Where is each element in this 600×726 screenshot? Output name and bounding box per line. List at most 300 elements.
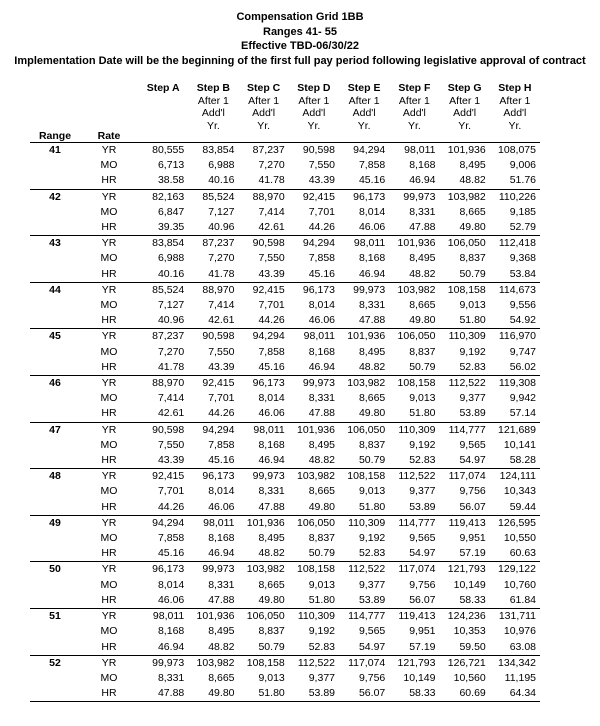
value-cell: 96,173 bbox=[239, 376, 289, 392]
value-cell: 49.80 bbox=[289, 500, 339, 516]
value-cell: 94,294 bbox=[188, 422, 238, 438]
value-cell: 8,331 bbox=[308, 392, 335, 405]
rate-cell: HR bbox=[80, 313, 138, 329]
value-cell: 53.89 bbox=[339, 593, 389, 609]
value-cell: 8,168 bbox=[208, 532, 235, 545]
value-cell: 9,747 bbox=[509, 345, 536, 358]
value-cell: 56.07 bbox=[389, 593, 439, 609]
range-cell bbox=[30, 453, 80, 469]
table-row bbox=[30, 376, 540, 392]
rate-cell: MO bbox=[100, 485, 118, 498]
value-cell: 7,270 bbox=[258, 159, 285, 172]
value-cell: 42.61 bbox=[138, 406, 188, 422]
value-cell: 43.39 bbox=[239, 267, 289, 283]
value-cell: 114,673 bbox=[490, 282, 540, 298]
rate-cell: MO bbox=[100, 392, 118, 405]
value-cell: 45.16 bbox=[339, 173, 389, 189]
value-cell: 88,970 bbox=[188, 282, 238, 298]
step-subtext: Yr. bbox=[508, 119, 522, 132]
value-cell: 44.26 bbox=[188, 406, 238, 422]
value-cell: 57.19 bbox=[440, 546, 490, 562]
range-group bbox=[30, 515, 540, 562]
table-row bbox=[30, 143, 540, 159]
value-cell: 48.82 bbox=[289, 453, 339, 469]
rate-cell: YR bbox=[80, 469, 138, 485]
step-subtext: After 1 bbox=[298, 94, 330, 107]
value-cell: 46.06 bbox=[138, 593, 188, 609]
value-cell: 51.80 bbox=[389, 406, 439, 422]
rate-cell: YR bbox=[80, 422, 138, 438]
value-cell: 38.58 bbox=[138, 173, 188, 189]
value-cell: 46.94 bbox=[239, 453, 289, 469]
value-cell: 50.79 bbox=[440, 267, 490, 283]
table-row bbox=[30, 671, 540, 686]
range-cell: 48 bbox=[30, 469, 80, 485]
value-cell: 59.50 bbox=[440, 640, 490, 656]
step-subtext bbox=[138, 107, 188, 120]
value-cell: 90,598 bbox=[138, 422, 188, 438]
value-cell: 8,665 bbox=[208, 671, 235, 684]
value-cell: 53.89 bbox=[289, 686, 339, 702]
value-cell: 6,847 bbox=[157, 205, 185, 218]
range-cell: 44 bbox=[30, 282, 80, 298]
value-cell: 8,495 bbox=[358, 345, 386, 358]
value-cell: 10,976 bbox=[503, 625, 536, 638]
value-cell: 110,309 bbox=[389, 422, 439, 438]
value-cell: 6,988 bbox=[157, 252, 185, 265]
value-cell: 112,522 bbox=[389, 469, 439, 485]
value-cell: 9,565 bbox=[459, 438, 486, 451]
value-cell: 103,982 bbox=[188, 655, 238, 671]
rate-cell: HR bbox=[80, 406, 138, 422]
table-row bbox=[30, 484, 540, 499]
table-row bbox=[30, 531, 540, 546]
step-subtext: Yr. bbox=[257, 119, 271, 132]
value-cell: 7,858 bbox=[208, 438, 235, 451]
step-column-header bbox=[490, 82, 540, 143]
value-cell: 8,495 bbox=[308, 438, 335, 451]
value-cell: 8,495 bbox=[208, 625, 235, 638]
value-cell: 8,331 bbox=[258, 485, 285, 498]
value-cell: 9,756 bbox=[459, 485, 486, 498]
value-cell: 101,936 bbox=[188, 609, 238, 625]
value-cell: 43.39 bbox=[138, 453, 188, 469]
value-cell: 90,598 bbox=[239, 236, 289, 252]
table-row bbox=[30, 686, 540, 702]
value-cell: 40.96 bbox=[188, 220, 238, 236]
rate-cell: HR bbox=[80, 220, 138, 236]
range-cell bbox=[30, 220, 80, 236]
value-cell: 7,701 bbox=[157, 485, 185, 498]
table-row bbox=[30, 406, 540, 422]
value-cell: 7,550 bbox=[208, 345, 235, 358]
step-subtext: Yr. bbox=[307, 119, 321, 132]
table-row bbox=[30, 220, 540, 236]
value-cell: 53.89 bbox=[389, 500, 439, 516]
value-cell: 39.35 bbox=[138, 220, 188, 236]
rate-cell: MO bbox=[100, 159, 118, 172]
range-cell: 43 bbox=[30, 236, 80, 252]
value-cell: 8,837 bbox=[459, 252, 486, 265]
value-cell: 9,192 bbox=[459, 345, 486, 358]
value-cell: 110,309 bbox=[440, 329, 490, 345]
value-cell: 8,665 bbox=[459, 205, 486, 218]
value-cell: 9,951 bbox=[459, 532, 486, 545]
table-row bbox=[30, 640, 540, 656]
value-cell: 8,331 bbox=[409, 205, 436, 218]
step-column-header bbox=[188, 82, 238, 143]
range-group bbox=[30, 655, 540, 702]
value-cell: 47.88 bbox=[339, 313, 389, 329]
value-cell: 98,011 bbox=[188, 515, 238, 531]
value-cell: 110,309 bbox=[289, 609, 339, 625]
value-cell: 8,168 bbox=[358, 252, 386, 265]
value-cell: 82,163 bbox=[138, 189, 188, 205]
value-cell: 112,418 bbox=[490, 236, 540, 252]
value-cell: 10,550 bbox=[503, 532, 536, 545]
table-row bbox=[30, 345, 540, 360]
value-cell: 106,050 bbox=[440, 236, 490, 252]
value-cell: 87,237 bbox=[188, 236, 238, 252]
value-cell: 8,665 bbox=[258, 578, 285, 591]
value-cell: 106,050 bbox=[289, 515, 339, 531]
table-row bbox=[30, 562, 540, 578]
step-name: Step C bbox=[246, 82, 281, 94]
value-cell: 92,415 bbox=[289, 189, 339, 205]
rate-cell: HR bbox=[80, 593, 138, 609]
rate-cell: MO bbox=[100, 625, 118, 638]
value-cell: 108,158 bbox=[289, 562, 339, 578]
value-cell: 52.83 bbox=[339, 546, 389, 562]
range-cell bbox=[30, 205, 80, 220]
value-cell: 45.16 bbox=[138, 546, 188, 562]
value-cell: 56.02 bbox=[490, 360, 540, 376]
table-row bbox=[30, 438, 540, 453]
value-cell: 110,309 bbox=[339, 515, 389, 531]
range-group bbox=[30, 236, 540, 283]
rate-cell: HR bbox=[80, 640, 138, 656]
table-row bbox=[30, 422, 540, 438]
step-subtext: Add'l bbox=[453, 107, 477, 119]
table-row bbox=[30, 578, 540, 593]
value-cell: 60.63 bbox=[490, 546, 540, 562]
rate-cell: HR bbox=[80, 453, 138, 469]
value-cell: 8,665 bbox=[409, 299, 436, 312]
step-column-header bbox=[138, 82, 188, 143]
value-cell: 43.39 bbox=[188, 360, 238, 376]
value-cell: 8,495 bbox=[409, 252, 436, 265]
value-cell: 99,973 bbox=[289, 376, 339, 392]
value-cell: 8,837 bbox=[409, 345, 436, 358]
value-cell: 51.80 bbox=[289, 593, 339, 609]
value-cell: 99,973 bbox=[239, 469, 289, 485]
step-subtext: Add'l bbox=[402, 107, 426, 119]
step-subtext: After 1 bbox=[449, 94, 481, 107]
step-column-header bbox=[289, 82, 339, 143]
value-cell: 108,075 bbox=[490, 143, 540, 159]
value-cell: 7,701 bbox=[258, 299, 285, 312]
step-name: Step B bbox=[196, 82, 230, 94]
range-cell: 52 bbox=[30, 655, 80, 671]
value-cell: 7,550 bbox=[157, 438, 185, 451]
value-cell: 124,236 bbox=[440, 609, 490, 625]
range-cell bbox=[30, 624, 80, 639]
table-row bbox=[30, 453, 540, 469]
value-cell: 8,014 bbox=[208, 485, 235, 498]
value-cell: 119,413 bbox=[440, 515, 490, 531]
value-cell: 96,173 bbox=[339, 189, 389, 205]
value-cell: 94,294 bbox=[289, 236, 339, 252]
rate-cell: MO bbox=[100, 532, 118, 545]
value-cell: 8,014 bbox=[358, 205, 386, 218]
implementation-note: Implementation Date will be the beginning of the first full pay period following legislative approval of contract bbox=[14, 54, 586, 67]
value-cell: 106,050 bbox=[389, 329, 439, 345]
value-cell: 58.33 bbox=[440, 593, 490, 609]
value-cell: 46.06 bbox=[339, 220, 389, 236]
range-group bbox=[30, 562, 540, 609]
step-column-header bbox=[440, 82, 490, 143]
value-cell: 9,377 bbox=[308, 671, 335, 684]
value-cell: 98,011 bbox=[339, 236, 389, 252]
value-cell: 9,377 bbox=[459, 392, 486, 405]
value-cell: 50.79 bbox=[239, 640, 289, 656]
rate-cell: YR bbox=[80, 655, 138, 671]
value-cell: 9,185 bbox=[509, 205, 536, 218]
compensation-table bbox=[30, 82, 540, 702]
value-cell: 7,858 bbox=[157, 532, 185, 545]
value-cell: 43.39 bbox=[289, 173, 339, 189]
value-cell: 58.28 bbox=[490, 453, 540, 469]
value-cell: 10,560 bbox=[453, 671, 486, 684]
value-cell: 10,141 bbox=[503, 438, 536, 451]
value-cell: 51.80 bbox=[440, 313, 490, 329]
value-cell: 9,556 bbox=[509, 299, 536, 312]
value-cell: 114,777 bbox=[440, 422, 490, 438]
value-cell: 9,377 bbox=[409, 485, 436, 498]
step-subtext: After 1 bbox=[248, 94, 280, 107]
step-name: Step A bbox=[146, 82, 180, 94]
range-cell bbox=[30, 345, 80, 360]
value-cell: 45.16 bbox=[188, 453, 238, 469]
value-cell: 114,777 bbox=[389, 515, 439, 531]
value-cell: 101,936 bbox=[440, 143, 490, 159]
rate-cell: YR bbox=[80, 376, 138, 392]
value-cell: 101,936 bbox=[389, 236, 439, 252]
value-cell: 8,168 bbox=[157, 625, 185, 638]
value-cell: 46.94 bbox=[389, 173, 439, 189]
table-row bbox=[30, 624, 540, 639]
step-subtext bbox=[138, 120, 188, 133]
step-subtext: After 1 bbox=[348, 94, 380, 107]
value-cell: 47.88 bbox=[389, 220, 439, 236]
step-name: Step D bbox=[297, 82, 331, 94]
value-cell: 52.83 bbox=[389, 453, 439, 469]
value-cell: 134,342 bbox=[490, 655, 540, 671]
value-cell: 8,837 bbox=[358, 438, 386, 451]
value-cell: 50.79 bbox=[289, 546, 339, 562]
value-cell: 42.61 bbox=[188, 313, 238, 329]
value-cell: 48.82 bbox=[339, 360, 389, 376]
value-cell: 94,294 bbox=[239, 329, 289, 345]
value-cell: 96,173 bbox=[289, 282, 339, 298]
range-cell: 51 bbox=[30, 609, 80, 625]
value-cell: 8,837 bbox=[258, 625, 285, 638]
step-subtext: Add'l bbox=[201, 107, 225, 119]
value-cell: 116,970 bbox=[490, 329, 540, 345]
value-cell: 6,988 bbox=[208, 159, 235, 172]
range-cell bbox=[30, 593, 80, 609]
value-cell: 50.79 bbox=[389, 360, 439, 376]
range-group bbox=[30, 376, 540, 423]
value-cell: 87,237 bbox=[138, 329, 188, 345]
value-cell: 103,982 bbox=[389, 282, 439, 298]
table-row bbox=[30, 251, 540, 266]
value-cell: 10,353 bbox=[453, 625, 486, 638]
value-cell: 96,173 bbox=[188, 469, 238, 485]
table-row bbox=[30, 391, 540, 406]
value-cell: 6,713 bbox=[157, 159, 185, 172]
value-cell: 48.82 bbox=[440, 173, 490, 189]
document-title: Compensation Grid 1BB bbox=[236, 11, 364, 23]
value-cell: 8,168 bbox=[258, 438, 285, 451]
table-row bbox=[30, 313, 540, 329]
range-group bbox=[30, 329, 540, 376]
range-cell bbox=[30, 578, 80, 593]
rate-column-header: Rate bbox=[97, 129, 121, 142]
value-cell: 103,982 bbox=[239, 562, 289, 578]
range-cell: 42 bbox=[30, 189, 80, 205]
range-cell: 46 bbox=[30, 376, 80, 392]
value-cell: 103,982 bbox=[289, 469, 339, 485]
rate-cell: HR bbox=[80, 360, 138, 376]
value-cell: 46.94 bbox=[188, 546, 238, 562]
value-cell: 9,013 bbox=[409, 392, 436, 405]
value-cell: 54.97 bbox=[389, 546, 439, 562]
value-cell: 10,149 bbox=[403, 671, 436, 684]
value-cell: 110,226 bbox=[490, 189, 540, 205]
value-cell: 9,368 bbox=[509, 252, 536, 265]
table-row bbox=[30, 546, 540, 562]
rate-cell: HR bbox=[80, 173, 138, 189]
value-cell: 46.06 bbox=[289, 313, 339, 329]
step-name: Step E bbox=[347, 82, 381, 94]
value-cell: 40.96 bbox=[138, 313, 188, 329]
value-cell: 51.76 bbox=[490, 173, 540, 189]
value-cell: 108,158 bbox=[339, 469, 389, 485]
value-cell: 119,413 bbox=[389, 609, 439, 625]
value-cell: 8,014 bbox=[308, 299, 335, 312]
value-cell: 8,665 bbox=[308, 485, 335, 498]
table-row bbox=[30, 609, 540, 625]
table-row bbox=[30, 515, 540, 531]
step-subtext: Yr. bbox=[407, 119, 421, 132]
value-cell: 98,011 bbox=[289, 329, 339, 345]
value-cell: 99,973 bbox=[138, 655, 188, 671]
range-cell: 49 bbox=[30, 515, 80, 531]
step-subtext: Yr. bbox=[357, 119, 371, 132]
value-cell: 8,331 bbox=[358, 299, 386, 312]
range-cell bbox=[30, 671, 80, 686]
value-cell: 47.88 bbox=[239, 500, 289, 516]
step-name: Step H bbox=[498, 82, 532, 94]
range-cell bbox=[30, 546, 80, 562]
value-cell: 58.33 bbox=[389, 686, 439, 702]
range-cell bbox=[30, 640, 80, 656]
value-cell: 49.80 bbox=[389, 313, 439, 329]
value-cell: 48.82 bbox=[188, 640, 238, 656]
table-row bbox=[30, 205, 540, 220]
range-group bbox=[30, 282, 540, 329]
table-row bbox=[30, 360, 540, 376]
value-cell: 41.78 bbox=[188, 267, 238, 283]
value-cell: 94,294 bbox=[138, 515, 188, 531]
value-cell: 108,158 bbox=[440, 282, 490, 298]
value-cell: 54.97 bbox=[339, 640, 389, 656]
range-cell bbox=[30, 158, 80, 173]
value-cell: 51.80 bbox=[339, 500, 389, 516]
range-cell bbox=[30, 360, 80, 376]
value-cell: 85,524 bbox=[138, 282, 188, 298]
value-cell: 99,973 bbox=[188, 562, 238, 578]
value-cell: 99,973 bbox=[339, 282, 389, 298]
range-group bbox=[30, 143, 540, 190]
value-cell: 44.26 bbox=[289, 220, 339, 236]
value-cell: 46.06 bbox=[239, 406, 289, 422]
value-cell: 10,149 bbox=[453, 578, 486, 591]
value-cell: 83,854 bbox=[188, 143, 238, 159]
value-cell: 9,565 bbox=[358, 625, 386, 638]
value-cell: 92,415 bbox=[138, 469, 188, 485]
value-cell: 63.08 bbox=[490, 640, 540, 656]
value-cell: 7,414 bbox=[208, 299, 235, 312]
value-cell: 61.84 bbox=[490, 593, 540, 609]
value-cell: 7,270 bbox=[157, 345, 185, 358]
value-cell: 64.34 bbox=[490, 686, 540, 702]
value-cell: 106,050 bbox=[339, 422, 389, 438]
step-subtext: Yr. bbox=[458, 119, 472, 132]
rate-cell: HR bbox=[80, 546, 138, 562]
value-cell: 106,050 bbox=[239, 609, 289, 625]
value-cell: 40.16 bbox=[188, 173, 238, 189]
value-cell: 117,074 bbox=[389, 562, 439, 578]
value-cell: 49.80 bbox=[339, 406, 389, 422]
step-subtext bbox=[138, 95, 188, 108]
value-cell: 45.16 bbox=[239, 360, 289, 376]
value-cell: 90,598 bbox=[188, 329, 238, 345]
rate-cell: YR bbox=[80, 143, 138, 159]
rate-cell: MO bbox=[100, 252, 118, 265]
value-cell: 46.94 bbox=[138, 640, 188, 656]
value-cell: 44.26 bbox=[239, 313, 289, 329]
value-cell: 103,982 bbox=[440, 189, 490, 205]
table-row bbox=[30, 655, 540, 671]
table-row bbox=[30, 173, 540, 189]
value-cell: 46.94 bbox=[289, 360, 339, 376]
value-cell: 9,013 bbox=[358, 485, 386, 498]
rate-cell: YR bbox=[80, 329, 138, 345]
value-cell: 49.80 bbox=[440, 220, 490, 236]
rate-cell: MO bbox=[100, 345, 118, 358]
value-cell: 9,013 bbox=[258, 671, 285, 684]
value-cell: 53.89 bbox=[440, 406, 490, 422]
ranges-subtitle: Ranges 41- 55 bbox=[263, 25, 337, 38]
value-cell: 80,555 bbox=[138, 143, 188, 159]
header-row bbox=[30, 82, 540, 143]
range-group bbox=[30, 469, 540, 516]
value-cell: 121,793 bbox=[440, 562, 490, 578]
value-cell: 59.44 bbox=[490, 500, 540, 516]
table-row bbox=[30, 500, 540, 516]
